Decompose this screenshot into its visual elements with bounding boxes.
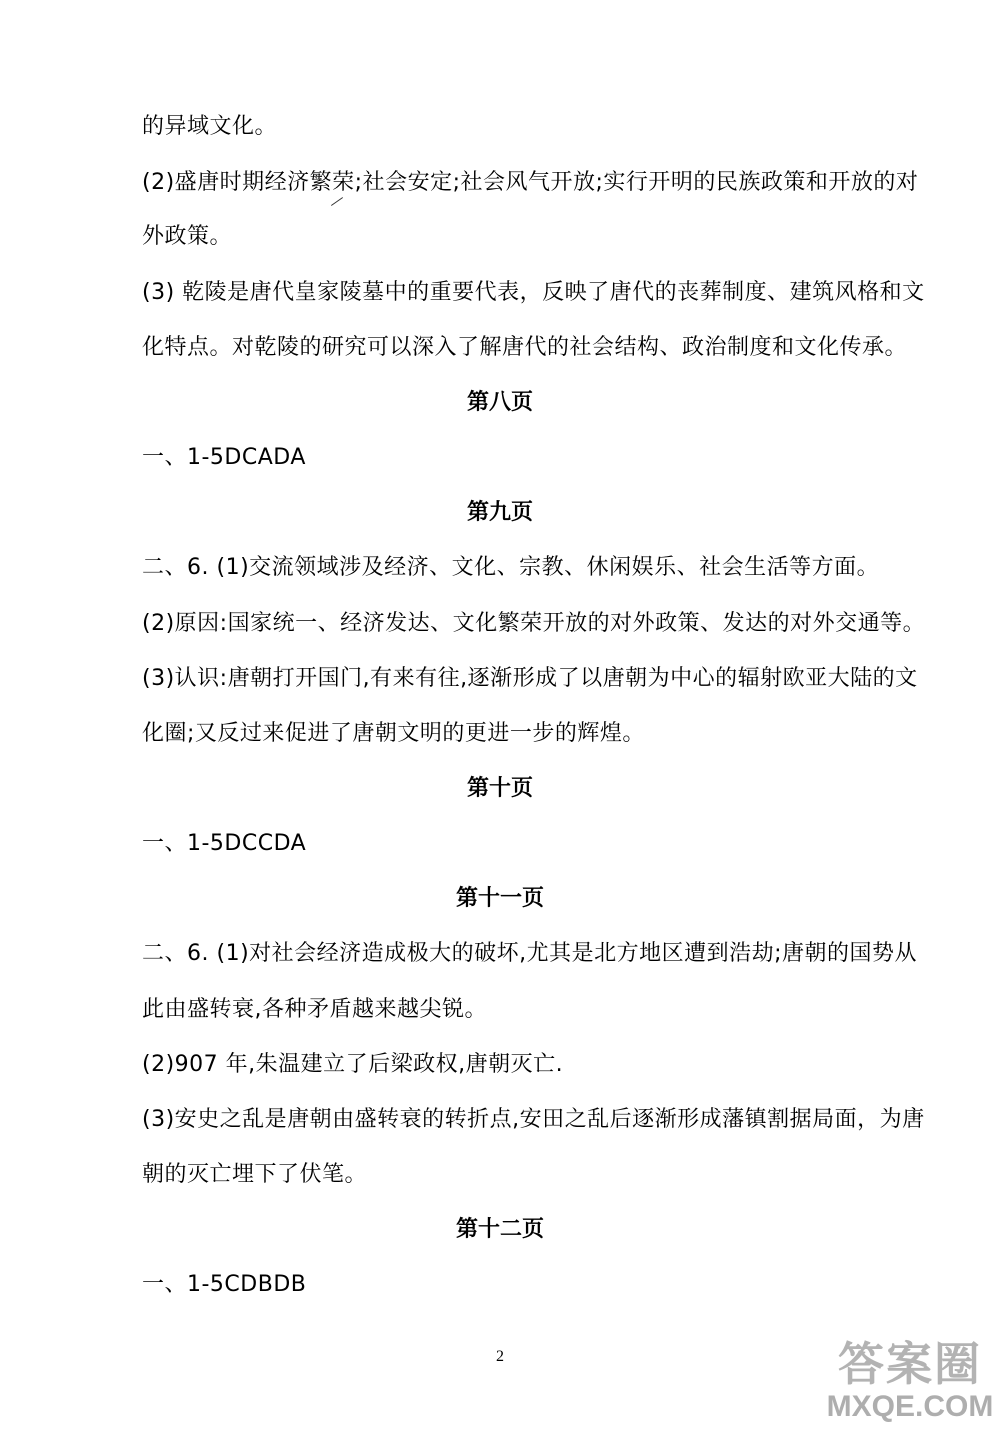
answer-line: (3)安史之乱是唐朝由盛转衰的转折点,安田之乱后逐渐形成藩镇割据局面，为唐 [142, 1107, 925, 1132]
section-heading: 第十页 [466, 776, 533, 801]
answer-line: 此由盛转衰,各种矛盾越来越尖锐。 [142, 997, 487, 1022]
answer-line: (3)认识:唐朝打开国门,有来有往,逐渐形成了以唐朝为中心的辐射欧亚大陆的文 [142, 666, 918, 691]
section-heading: 第九页 [466, 500, 533, 525]
answer-line: 化特点。对乾陵的研究可以深入了解唐代的社会结构、政治制度和文化传承。 [142, 335, 908, 360]
answer-line: 二、6. (1)交流领域涉及经济、文化、宗教、休闲娱乐、社会生活等方面。 [142, 555, 880, 580]
section-heading: 第十一页 [455, 886, 544, 911]
answer-line: 一、1-5DCCDA [142, 831, 307, 856]
answer-line: 的异域文化。 [142, 114, 278, 139]
answer-line: 二、6. (1)对社会经济造成极大的破坏,尤其是北方地区遭到浩劫;唐朝的国势从 [142, 941, 918, 966]
stray-mark [331, 197, 343, 206]
answer-line: 一、1-5DCADA [142, 445, 306, 470]
answer-line: (3) 乾陵是唐代皇家陵墓中的重要代表，反映了唐代的丧葬制度、建筑风格和文 [142, 280, 925, 305]
watermark-logo [820, 1338, 1000, 1432]
answer-line: 外政策。 [142, 224, 233, 249]
answer-line: 朝的灭亡埋下了伏笔。 [142, 1162, 368, 1187]
answer-line: 化圈;又反过来促进了唐朝文明的更进一步的辉煌。 [142, 721, 645, 746]
page-number: 2 [496, 1348, 504, 1365]
section-heading: 第八页 [466, 390, 533, 415]
section-heading: 第十二页 [455, 1217, 544, 1242]
answer-line: (2)原因:国家统一、经济发达、文化繁荣开放的对外政策、发达的对外交通等。 [142, 611, 926, 636]
answer-line: (2)907 年,朱温建立了后梁政权,唐朝灭亡. [142, 1052, 564, 1077]
watermark-top-text: 答案圈 [838, 1338, 982, 1390]
watermark-bottom-text: MXQE.COM [826, 1390, 994, 1423]
answer-line: (2)盛唐时期经济繁荣;社会安定;社会风气开放;实行开明的民族政策和开放的对 [142, 170, 919, 195]
answer-line: 一、1-5CDBDB [142, 1272, 307, 1297]
